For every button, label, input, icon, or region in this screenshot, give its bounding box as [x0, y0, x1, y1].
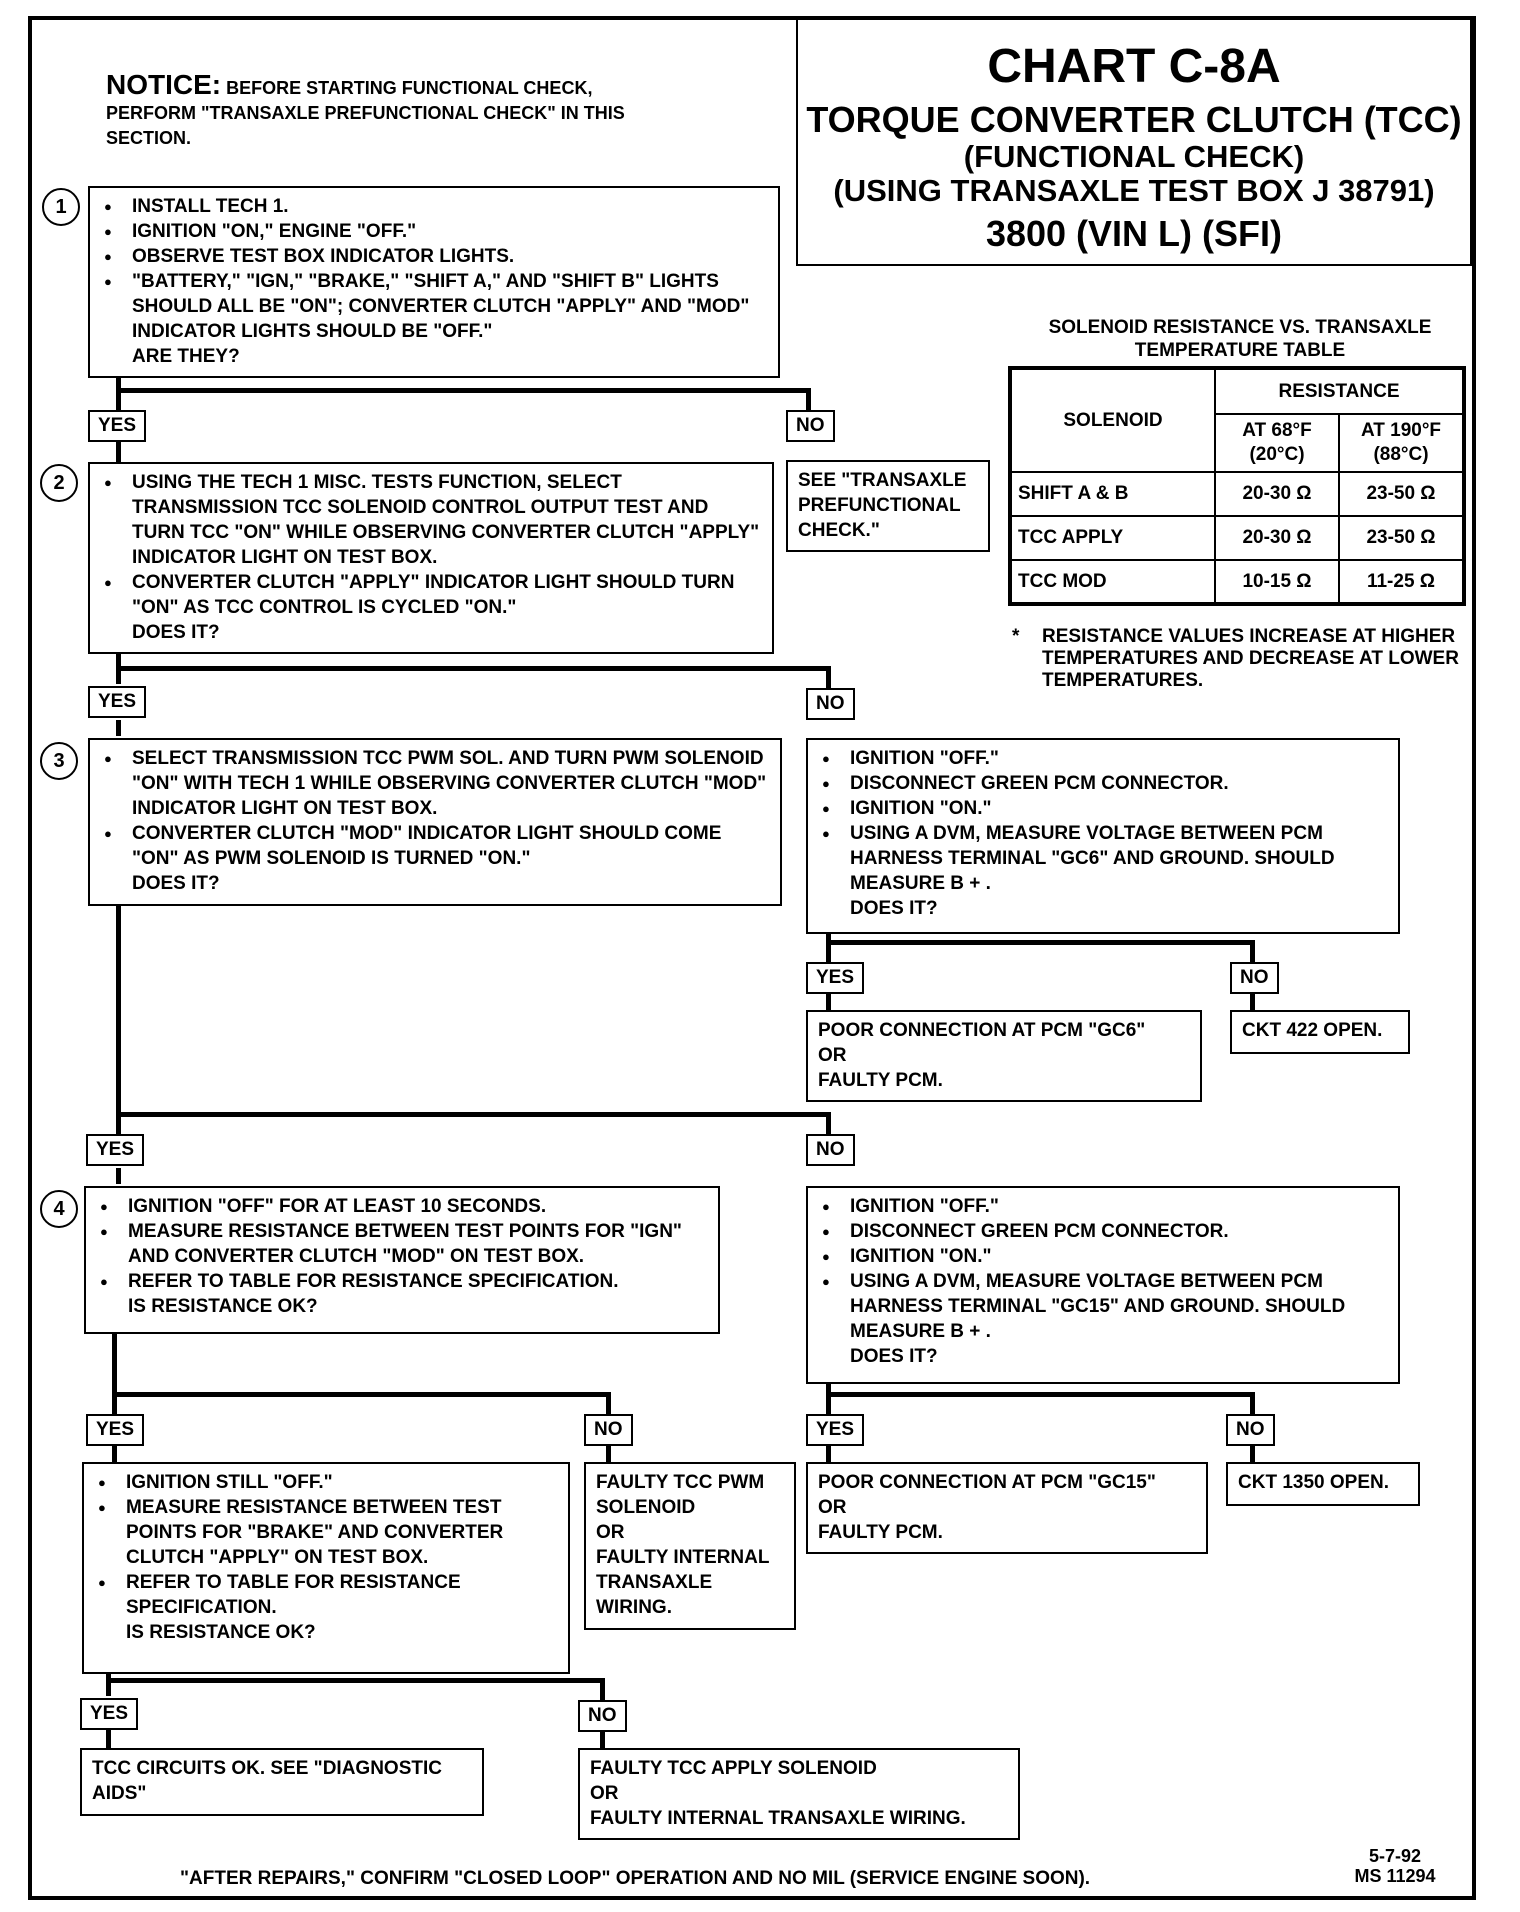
- step-4-no-result: [584, 1462, 796, 1630]
- yes-label: YES: [86, 1414, 144, 1446]
- no-label: NO: [1230, 962, 1279, 994]
- step-3-bullet: ● CONVERTER CLUTCH "MOD" INDICATOR LIGHT SHOULD COME "ON" AS PWM SOLENOID IS TURNED "ON.": [100, 821, 770, 871]
- cell-190f: 11-25 Ω: [1339, 560, 1464, 604]
- yes-label: YES: [88, 686, 146, 718]
- footer-note: "AFTER REPAIRS," CONFIRM "CLOSED LOOP" OPERATION AND NO MIL (SERVICE ENGINE SOON).: [180, 1868, 1091, 1889]
- step-4-no-box: [806, 1186, 1400, 1384]
- step-3-marker: 3: [40, 742, 78, 780]
- table-note: * RESISTANCE VALUES INCREASE AT HIGHER TEMPERATURES AND DECREASE AT LOWER TEMPERATURES.: [1008, 626, 1468, 692]
- step-3-no-box: [806, 738, 1400, 934]
- no-label: NO: [806, 1134, 855, 1166]
- cell-68f: 10-15 Ω: [1215, 560, 1339, 604]
- result-line: OR: [818, 1497, 847, 1518]
- connector: [106, 1730, 111, 1748]
- cell-68f: 20-30 Ω: [1215, 472, 1339, 516]
- header-68f-line: AT 68°F: [1242, 420, 1312, 441]
- step-1-question: ARE THEY?: [132, 346, 240, 367]
- connector: [116, 388, 810, 393]
- notice-heading: NOTICE:: [106, 69, 222, 100]
- connector: [606, 1392, 611, 1414]
- title-block: [796, 18, 1472, 266]
- header-solenoid: SOLENOID: [1010, 368, 1215, 472]
- step-2-question: DOES IT?: [132, 622, 220, 643]
- result-line: OR: [818, 1045, 847, 1066]
- step-5-bullet: ● MEASURE RESISTANCE BETWEEN TEST POINTS FOR "BRAKE" AND CONVERTER CLUTCH "APPLY" ON TEST BOX.: [94, 1495, 558, 1570]
- step-2-marker: 2: [40, 464, 78, 502]
- header-190f: [1339, 414, 1464, 472]
- result-line: FAULTY TCC PWM: [596, 1472, 765, 1493]
- connector: [106, 1678, 604, 1683]
- header-68f: [1215, 414, 1339, 472]
- result-line: FAULTY TCC APPLY SOLENOID: [590, 1758, 877, 1779]
- step-1-bullet: ● INSTALL TECH 1.: [100, 194, 768, 219]
- step-2-box: [88, 462, 774, 654]
- connector: [826, 666, 831, 688]
- result-line: WIRING.: [596, 1597, 672, 1618]
- cell-solenoid: TCC MOD: [1010, 560, 1215, 604]
- resistance-table: [1008, 366, 1466, 606]
- result-line: POOR CONNECTION AT PCM "GC15": [818, 1472, 1156, 1493]
- no-label: NO: [786, 410, 835, 442]
- document-stamp: [1340, 1846, 1450, 1886]
- result-line: FAULTY PCM.: [818, 1522, 943, 1543]
- step-1-bullet: ● IGNITION "ON," ENGINE "OFF.": [100, 219, 768, 244]
- table-row: [1010, 472, 1464, 516]
- step-4-bullet: ● IGNITION "OFF" FOR AT LEAST 10 SECONDS.: [96, 1194, 708, 1219]
- result-line: SOLENOID: [596, 1497, 696, 1518]
- result-line: POOR CONNECTION AT PCM "GC6": [818, 1020, 1146, 1041]
- connector: [826, 1446, 831, 1462]
- title-line-4: 3800 (VIN L) (SFI): [985, 213, 1283, 254]
- step-3-no-yes-result: [806, 1010, 1202, 1102]
- step-3-no-bullet: ● DISCONNECT GREEN PCM CONNECTOR.: [818, 771, 1388, 796]
- step-4-no-bullet: ● DISCONNECT GREEN PCM CONNECTOR.: [818, 1219, 1388, 1244]
- connector: [600, 1678, 605, 1700]
- connector: [826, 994, 831, 1010]
- step-1-box: [88, 186, 780, 378]
- connector: [826, 1380, 831, 1414]
- header-190f-line: (88°C): [1373, 444, 1429, 465]
- notice-text-2: PERFORM "TRANSAXLE PREFUNCTIONAL CHECK" IN THIS: [106, 103, 625, 123]
- result-line: FAULTY INTERNAL TRANSAXLE WIRING.: [590, 1808, 966, 1829]
- table-caption-line: TEMPERATURE TABLE: [1134, 340, 1346, 361]
- step-2-bullet: ● CONVERTER CLUTCH "APPLY" INDICATOR LIGHT SHOULD TURN "ON" AS TCC CONTROL IS CYCLED "ON.": [100, 570, 762, 620]
- result-line: FAULTY INTERNAL: [596, 1547, 770, 1568]
- step-3-no-no-result: CKT 422 OPEN.: [1230, 1010, 1410, 1054]
- result-line: FAULTY PCM.: [818, 1070, 943, 1091]
- step-4-box: [84, 1186, 720, 1334]
- connector: [116, 1112, 830, 1117]
- connector: [112, 1330, 117, 1414]
- yes-label: YES: [88, 410, 146, 442]
- step-5-no-result: [578, 1748, 1020, 1840]
- title-line-3: (USING TRANSAXLE TEST BOX J 38791): [833, 173, 1435, 208]
- notice: [106, 69, 726, 151]
- step-3-no-question: DOES IT?: [850, 898, 938, 919]
- step-2-bullet: ● USING THE TECH 1 MISC. TESTS FUNCTION, SELECT TRANSMISSION TCC SOLENOID CONTROL OUTPUT TEST AND TURN TCC "ON" WHILE OBSERVING CONVERTER CLUTCH "APPLY" INDICATOR LIGHT ON TEST BOX.: [100, 470, 762, 570]
- connector: [1250, 1392, 1255, 1414]
- result-line: OR: [596, 1522, 625, 1543]
- step-4-bullet: ● REFER TO TABLE FOR RESISTANCE SPECIFICATION.: [96, 1269, 708, 1294]
- connector: [1250, 994, 1255, 1010]
- connector: [1250, 940, 1255, 962]
- connector: [806, 388, 811, 412]
- chart-title: CHART C-8A: [987, 40, 1281, 93]
- step-4-no-bullet: ● IGNITION "OFF.": [818, 1194, 1388, 1219]
- step-1-marker: 1: [42, 188, 80, 226]
- step-4-no-no-result: CKT 1350 OPEN.: [1226, 1462, 1420, 1506]
- no-label: NO: [1226, 1414, 1275, 1446]
- header-68f-line: (20°C): [1249, 444, 1305, 465]
- notice-text-1: BEFORE STARTING FUNCTIONAL CHECK,: [221, 78, 593, 98]
- yes-label: YES: [806, 1414, 864, 1446]
- connector: [606, 1446, 611, 1462]
- result-line: OR: [590, 1783, 619, 1804]
- connector: [112, 1446, 117, 1462]
- step-4-no-question: DOES IT?: [850, 1346, 938, 1367]
- cell-solenoid: SHIFT A & B: [1010, 472, 1215, 516]
- no-label: NO: [578, 1700, 627, 1732]
- connector: [116, 666, 830, 671]
- step-5-box: [82, 1462, 570, 1674]
- yes-label: YES: [80, 1698, 138, 1730]
- table-row: [1010, 516, 1464, 560]
- step-3-box: [88, 738, 782, 906]
- step-4-marker: 4: [40, 1190, 78, 1228]
- connector: [826, 1392, 1254, 1397]
- step-5-bullet: ● IGNITION STILL "OFF.": [94, 1470, 558, 1495]
- cell-68f: 20-30 Ω: [1215, 516, 1339, 560]
- notice-text-3: SECTION.: [106, 128, 192, 148]
- step-3-no-bullet: ● USING A DVM, MEASURE VOLTAGE BETWEEN PCM HARNESS TERMINAL "GC6" AND GROUND. SHOULD MEASURE B + .: [818, 821, 1388, 896]
- step-4-no-bullet: ● USING A DVM, MEASURE VOLTAGE BETWEEN PCM HARNESS TERMINAL "GC15" AND GROUND. SHOULD MEASURE B + .: [818, 1269, 1388, 1344]
- step-1-bullet: ● "BATTERY," "IGN," "BRAKE," "SHIFT A," AND "SHIFT B" LIGHTS SHOULD ALL BE "ON"; CONVERTER CLUTCH "APPLY" AND "MOD" INDICATOR LIGHTS SHOULD BE "OFF.": [100, 269, 768, 344]
- no-label: NO: [806, 688, 855, 720]
- connector: [1250, 1446, 1255, 1462]
- connector: [826, 932, 831, 962]
- yes-label: YES: [806, 962, 864, 994]
- title-line-1: TORQUE CONVERTER CLUTCH (TCC): [806, 99, 1462, 140]
- title-line-2: (FUNCTIONAL CHECK): [963, 139, 1305, 174]
- cell-190f: 23-50 Ω: [1339, 472, 1464, 516]
- cell-190f: 23-50 Ω: [1339, 516, 1464, 560]
- connector: [600, 1732, 605, 1748]
- connector: [116, 902, 121, 1134]
- connector: [116, 720, 121, 736]
- table-row: [1010, 560, 1464, 604]
- step-5-yes-result: TCC CIRCUITS OK. SEE "DIAGNOSTIC AIDS": [80, 1748, 484, 1816]
- table-caption: [1010, 316, 1470, 362]
- step-5-bullet: ● REFER TO TABLE FOR RESISTANCE SPECIFICATION.: [94, 1570, 558, 1620]
- step-3-question: DOES IT?: [132, 873, 220, 894]
- no-label: NO: [584, 1414, 633, 1446]
- step-1-bullet: ● OBSERVE TEST BOX INDICATOR LIGHTS.: [100, 244, 768, 269]
- step-4-question: IS RESISTANCE OK?: [128, 1296, 318, 1317]
- connector: [826, 940, 1254, 945]
- step-4-no-bullet: ● IGNITION "ON.": [818, 1244, 1388, 1269]
- header-190f-line: AT 190°F: [1360, 420, 1442, 441]
- step-4-bullet: ● MEASURE RESISTANCE BETWEEN TEST POINTS FOR "IGN" AND CONVERTER CLUTCH "MOD" ON TEST BOX.: [96, 1219, 708, 1269]
- result-line: TRANSAXLE: [596, 1572, 713, 1593]
- table-caption-line: SOLENOID RESISTANCE VS. TRANSAXLE: [1048, 317, 1432, 338]
- stamp-code: MS 11294: [1354, 1866, 1436, 1886]
- connector: [116, 1168, 121, 1184]
- connector: [826, 1112, 831, 1134]
- connector: [112, 1392, 610, 1397]
- yes-label: YES: [86, 1134, 144, 1166]
- header-resistance: RESISTANCE: [1215, 368, 1464, 414]
- step-3-bullet: ● SELECT TRANSMISSION TCC PWM SOL. AND TURN PWM SOLENOID "ON" WITH TECH 1 WHILE OBSERVING CONVERTER CLUTCH "MOD" INDICATOR LIGHT ON TEST BOX.: [100, 746, 770, 821]
- step-3-no-bullet: ● IGNITION "OFF.": [818, 746, 1388, 771]
- step-3-no-bullet: ● IGNITION "ON.": [818, 796, 1388, 821]
- step-5-question: IS RESISTANCE OK?: [126, 1622, 316, 1643]
- step-4-no-yes-result: [806, 1462, 1208, 1554]
- step-1-no-result: SEE "TRANSAXLE PREFUNCTIONAL CHECK.": [786, 460, 990, 552]
- stamp-date: 5-7-92: [1368, 1846, 1422, 1866]
- cell-solenoid: TCC APPLY: [1010, 516, 1215, 560]
